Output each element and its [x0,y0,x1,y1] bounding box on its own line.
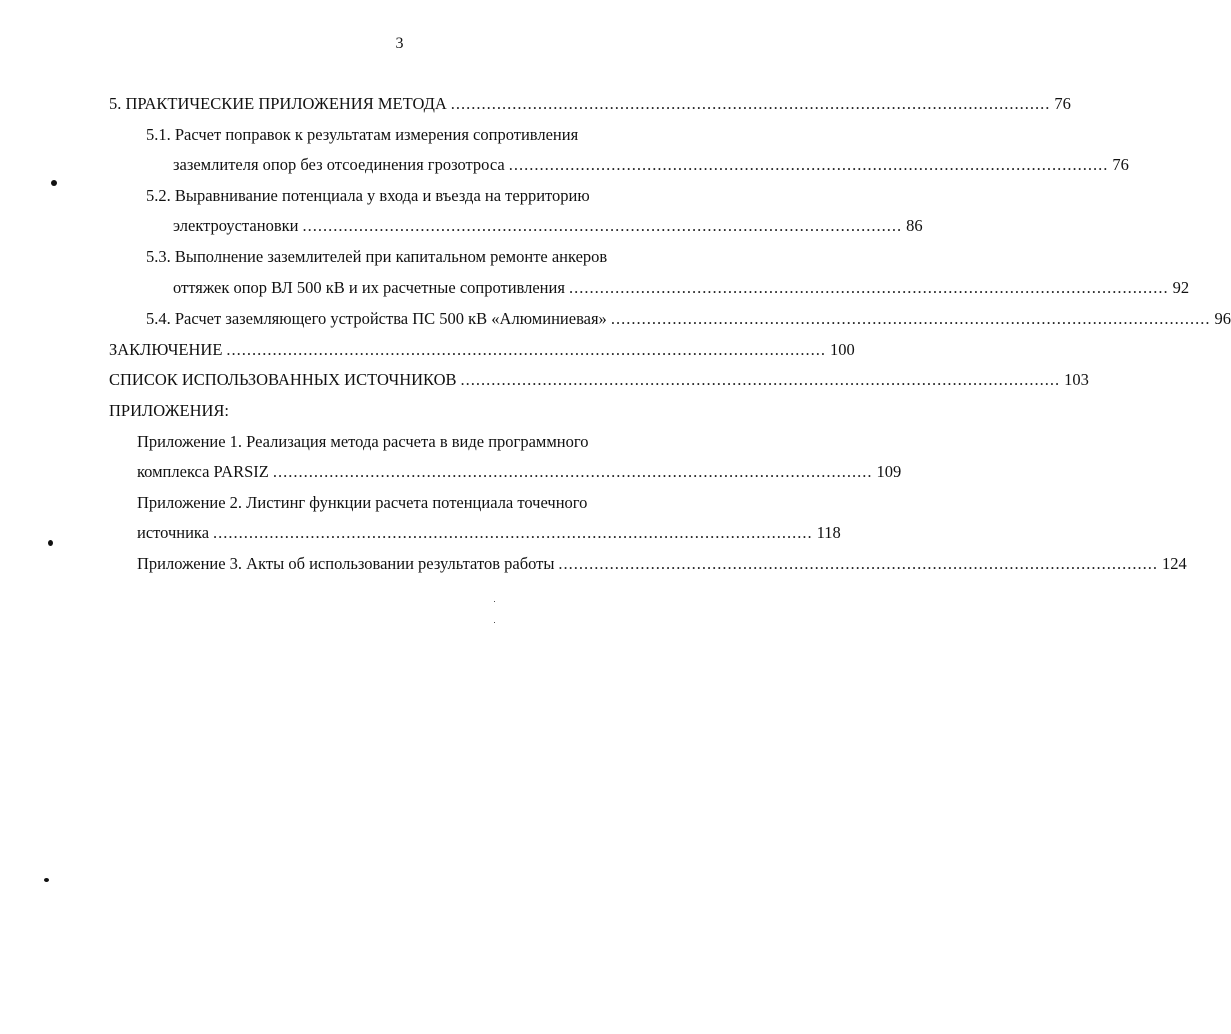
toc-entry-title: Приложение 1. Реализация метода расчета в виде программного [137,432,589,451]
toc-page-number: 76 [1054,94,1071,113]
toc-entry-appendix-3[interactable] [137,550,1187,578]
scan-speck [494,601,495,602]
toc-entry-title: 5. ПРАКТИЧЕСКИЕ ПРИЛОЖЕНИЯ МЕТОДА [109,94,447,113]
toc-page-number: 124 [1162,554,1187,573]
toc-entry-title: Приложение 2. Листинг функции расчета потенциала точечного [137,493,588,512]
toc-entry-5-4[interactable] [146,305,1231,333]
toc-page-number: 103 [1064,370,1089,389]
toc-entry-5-3-line-2[interactable] [173,274,1190,302]
toc-entry-title: ЗАКЛЮЧЕНИЕ [109,340,223,359]
scan-speck [494,622,495,623]
toc-entry-conclusion[interactable] [109,336,855,364]
dot-leader: ..................................................................................................................... [226,340,827,359]
toc-entry-title: Приложение 3. Акты об использовании результатов работы [137,554,555,573]
toc-entry-appendix-1-line-1[interactable] [137,428,726,456]
toc-entry-title: ПРИЛОЖЕНИЯ: [109,401,229,420]
toc-entry-title: 5.4. Расчет заземляющего устройства ПС 500 кВ «Алюминиевая» [146,309,607,328]
toc-entry-5-2-line-2[interactable] [173,212,923,240]
toc-entry-5-3-line-1[interactable] [146,243,713,271]
page-number: 3 [395,35,404,52]
dot-leader: ..................................................................................................................... [568,278,1169,297]
toc-page-number: 76 [1112,155,1129,174]
toc-page-number: 92 [1172,278,1190,297]
toc-entry-appendix-2-line-1[interactable] [137,489,726,517]
toc-entry-title: источника [137,523,210,542]
dot-leader: ..................................................................................................................... [302,216,903,235]
scan-speck [48,540,53,546]
toc-page-number: 109 [876,462,902,481]
toc-entry-5-1-line-1[interactable] [146,121,713,149]
toc-entry-title: 5.2. Выравнивание потенциала у входа и въезда на территорию [146,186,590,205]
toc-entry-appendix-1-line-2[interactable] [137,458,902,486]
toc-entry-title: электроустановки [173,216,299,235]
toc-entry-title: оттяжек опор ВЛ 500 кВ и их расчетные сопротивления [173,278,565,297]
toc-page-number: 100 [830,340,855,359]
dot-leader: ..................................................................................................................... [610,309,1211,328]
toc-entry-chapter-5[interactable] [109,90,1071,118]
toc-entry-appendices[interactable] [109,397,726,425]
dot-leader: ..................................................................................................................... [558,554,1159,573]
toc-entry-5-2-line-1[interactable] [146,182,713,210]
toc-entry-title: 5.3. Выполнение заземлителей при капитальном ремонте анкеров [146,247,608,266]
toc-entry-sources[interactable] [109,366,1089,394]
dot-leader: ..................................................................................................................... [450,94,1051,113]
toc-entry-title: 5.1. Расчет поправок к результатам измерения сопротивления [146,125,579,144]
toc-page-number: 86 [906,216,923,235]
scan-speck [51,180,57,186]
scan-speck [44,878,49,882]
toc-entry-appendix-2-line-2[interactable] [137,519,841,547]
dot-leader: ..................................................................................................................... [460,370,1061,389]
toc-page-number: 118 [816,523,841,542]
dot-leader: ..................................................................................................................... [508,155,1109,174]
toc-entry-title: заземлителя опор без отсоединения грозотроса [173,155,505,174]
toc-page-number: 96 [1214,309,1231,328]
toc-entry-5-1-line-2[interactable] [173,151,1129,179]
dot-leader: ..................................................................................................................... [272,462,873,481]
dot-leader: ..................................................................................................................... [213,523,813,542]
toc-entry-title: СПИСОК ИСПОЛЬЗОВАННЫХ ИСТОЧНИКОВ [109,370,457,389]
toc-entry-title: комплекса PARSIZ [137,462,269,481]
